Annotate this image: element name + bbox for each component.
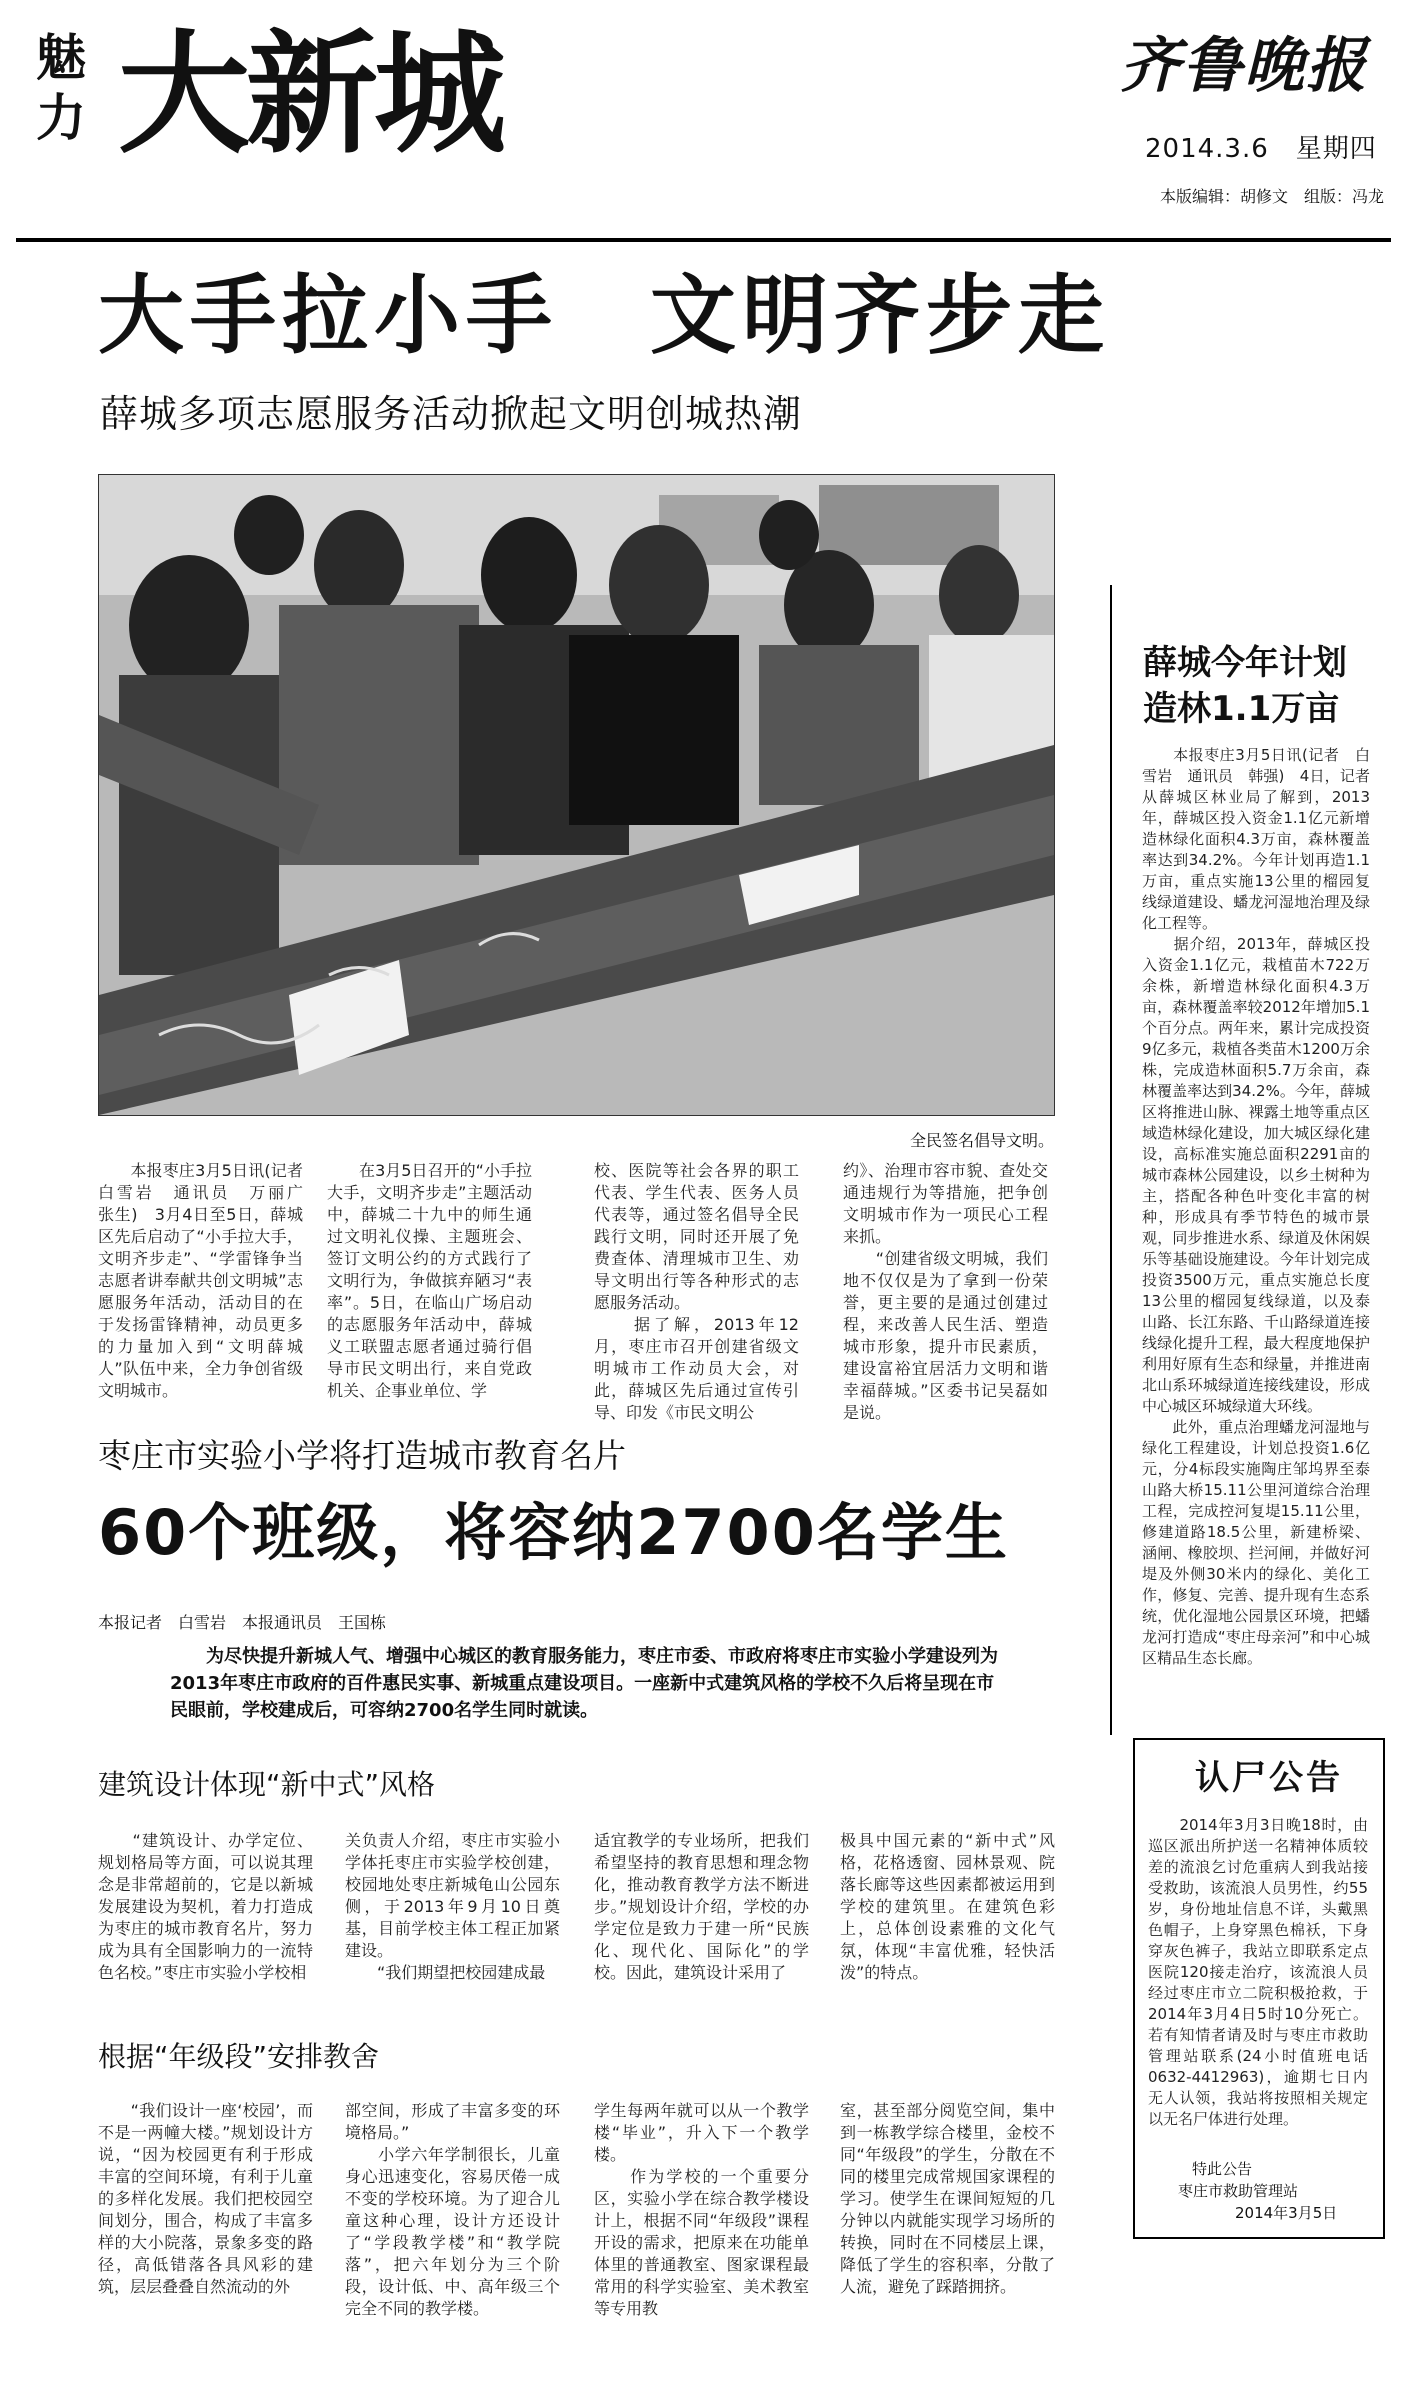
notice-title: 认尸公告: [1195, 1758, 1343, 1798]
school-sec1-col-4: 极具中国元素的“新中式”风格，花格透窗、园林景观、院落长廊等这些因素都被运用到学校的建筑里。在建筑色彩上，总体创设素雅的文化气氛，体现“丰富优雅，轻快活泼”的特点。: [840, 1831, 1055, 1982]
newspaper-name: 齐鲁晚报: [1120, 31, 1368, 101]
notice-sig-line-1: 特此公告: [1192, 2160, 1253, 2178]
main-headline: 大手拉小手 文明齐步走: [98, 266, 1110, 366]
sidebar-title: 薛城今年计划造林1.1万亩: [1143, 643, 1347, 729]
photo-caption: 全民签名倡导文明。: [910, 1131, 1055, 1150]
section-charm-label: 魅力: [36, 28, 86, 147]
sidebar-body: 本报枣庄3月5日讯(记者 白雪岩 通讯员 韩强) 4日，记者从薛城区林业局了解到，2013年，薛城区投入资金1.1亿元新增造林绿化面积4.3万亩，森林覆盖率达到34.2%。今年计划再造1.1万亩，重点实施13公里的榴园复线绿道建设、蟠龙河湿地治理及绿化工程等。 据介绍，2013年，薛城区投入资金1.1亿元，栽植苗木722万余株，新增造林绿化面积4.3万亩，森林覆盖率较2012年增加5.1个百分点。两年来，累计完成投资9亿多元，栽植各类苗木1200万余株，完成造林面积5.7万余亩，森林覆盖率达到34.2%。今年，薛城区将推进山脉、裸露土地等重点区域造林绿化建设，加大城区绿化建设，高标准实施总面积2291亩的城市森林公园建设，以乡土树种为主，搭配各种色叶变化丰富的树种，形成具有季节特色的城市景观，同步推进水系、绿道及休闲娱乐等基础设施建设。今年计划完成投资3500万元，重点实施总长度13公里的榴园复线绿道，以及泰山路、长江东路、千山路绿道连接线绿化提升工程，最大程度地保护利用好原有生态和绿量，并推进南北山系环城绿道连接线建设，形成中心城区环城绿道大环线。 此外，重点治理蟠龙河湿地与绿化工程建设，计划总投资1.6亿元，分4标段实施陶庄邹坞界至泰山路大桥15.11公里河道综合治理工程，完成控河复堤15.11公里，修建道路18.5公里，新建桥梁、涵闸、橡胶坝、拦河闸，并做好河堤及外侧30米内的绿化、美化工作，修复、完善、提升现有生态系统，优化湿地公园景区环境，把蟠龙河打造成“枣庄母亲河”和中心城区精品生态长廊。: [1142, 746, 1370, 1667]
editors-credit: 本版编辑：胡修文 组版：冯龙: [1160, 187, 1385, 206]
main-body-col-1: 本报枣庄3月5日讯(记者 白雪岩 通讯员 万丽广 张生) 3月4日至5日，薛城区先后启动了“小手拉大手，文明齐步走”、“学雷锋争当志愿者讲奉献共创文明城”志愿服务年活动，活动目的在于发扬雷锋精神，动员更多的力量加入到“文明薛城人”队伍中来，全力争创省级文明城市。: [98, 1161, 320, 1400]
notice-sig-line-2: 枣庄市救助管理站: [1178, 2182, 1299, 2200]
main-body-col-3: 校、医院等社会各界的职工代表、学生代表、医务人员代表等，通过签名倡导全民践行文明，同时还开展了免费查体、清理城市卫生、劝导文明出行等各种形式的志愿服务活动。 据了解，2013年12月，枣庄市召开创建省级文明城市工作动员大会，对此，薛城区先后通过宣传引导、印发《市民文明公: [594, 1161, 799, 1422]
main-body-col-4: 约》、治理市容市貌、查处交通违规行为等措施，把争创文明城市作为一项民心工程来抓。 “创建省级文明城，我们地不仅仅是为了拿到一份荣誉，更主要的是通过创建过程，来改善人民生活、塑造城市形象，提升市民素质，建设富裕宜居活力文明和谐幸福薛城。”区委书记吴磊如是说。: [843, 1161, 1048, 1422]
main-body-col-2: 在3月5日召开的“小手拉大手，文明齐步走”主题活动中，薛城二十九中的师生通过文明礼仪操、主题班会、签订文明公约的方式践行了文明行为，争做摈弃陋习“表率”。5日，在临山广场启动的志愿服务年活动中，薛城义工联盟志愿者通过骑行倡导市民文明出行，来自党政机关、企事业单位、学: [327, 1161, 532, 1400]
notice-sig-line-3: 2014年3月5日: [1235, 2204, 1338, 2222]
top-rule: [16, 238, 1391, 242]
school-sec1-col-1: “建筑设计、办学定位、规划格局等方面，可以说其理念是非常超前的，它是以新城发展建设为契机，着力打造成为枣庄的城市教育名片，努力成为具有全国影响力的一流特色名校。”枣庄市实验小学校相: [98, 1831, 313, 1982]
news-photo: [98, 474, 1055, 1116]
school-sec1-col-3: 适宜教学的专业场所，把我们希望坚持的教育思想和理念物化，推动教育教学方法不断进步。”规划设计介绍，学校的办学定位是致力于建一所“民族化、现代化、国际化”的学校。因此，建筑设计采用了: [594, 1831, 809, 1982]
issue-date: 2014.3.6 星期四: [1145, 134, 1377, 164]
main-subhead: 薛城多项志愿服务活动掀起文明创城热潮: [100, 392, 803, 436]
school-headline: 60个班级，将容纳2700名学生: [98, 1496, 1009, 1569]
notice-text: 2014年3月3日晚18时，由巡区派出所护送一名精神体质较差的流浪乞讨危重病人到我站接受救助，该流浪人员男性，约55岁，身份地址信息不详，头戴黑色帽子，上身穿黑色棉袄，下身穿灰色裤子，我站立即联系定点医院120接走治疗，该流浪人员经过枣庄市立二院积极抢救，于2014年3月4日5时10分死亡。若有知情者请及时与枣庄市救助管理站联系(24小时值班电话0632-4412963)，逾期七日内无人认领，我站将按照相关规定以无名尸体进行处理。: [1148, 1816, 1368, 2128]
volunteers-signing-photo: [99, 475, 1054, 1115]
school-sec2-col-3: 学生每两年就可以从一个教学楼“毕业”，升入下一个教学楼。 作为学校的一个重要分区，实验小学在综合教学楼设计上，根据不同“年级段”课程开设的需求，把原来在功能单体里的普通教室、图家课程最常用的科学实验室、美术教室等专用教: [594, 2101, 809, 2318]
school-lead: 为尽快提升新城人气、增强中心城区的教育服务能力，枣庄市委、市政府将枣庄市实验小学建设列为2013年枣庄市政府的百件惠民实事、新城重点建设项目。一座新中式建筑风格的学校不久后将呈现在市民眼前，学校建成后，可容纳2700名学生同时就读。: [170, 1646, 998, 1721]
school-subhead-1: 建筑设计体现“新中式”风格: [98, 1768, 436, 1801]
section-title: 大新城: [118, 18, 502, 172]
school-kicker: 枣庄市实验小学将打造城市教育名片: [98, 1436, 626, 1475]
school-sec1-col-2: 关负责人介绍，枣庄市实验小学体托枣庄市实验学校创建，校园地处枣庄新城龟山公园东侧，于2013年9月10日奠基，目前学校主体工程正加紧建设。 “我们期望把校园建成最: [345, 1831, 560, 1982]
column-divider: [1110, 585, 1112, 1735]
school-sec2-col-2: 部空间，形成了丰富多变的环境格局。” 小学六年学制很长，儿童身心迅速变化，容易厌倦一成不变的学校环境。为了迎合儿童这种心理，设计方还设计了“学段教学楼”和“教学院落”，把六年划分为三个阶段，设计低、中、高年级三个完全不同的教学楼。: [345, 2101, 560, 2318]
school-sec2-col-1: “我们设计一座‘校园’，而不是一两幢大楼。”规划设计方说，“因为校园更有利于形成丰富的空间环境，有利于儿童的多样化发展。我们把校园空间划分，围合，构成了丰富多样的大小院落，景象多变的路径，高低错落各具风彩的建筑，层层叠叠自然流动的外: [98, 2101, 313, 2296]
school-byline: 本报记者 白雪岩 本报通讯员 王国栋: [98, 1613, 387, 1632]
school-sec2-col-4: 室，甚至部分阅览空间，集中到一栋教学综合楼里，金校不同“年级段”的学生，分散在不同的楼里完成常规国家课程的学习。使学生在课间短短的几分钟以内就能实现学习场所的转换，同时在不同楼层上课，降低了学生的容积率，分散了人流，避免了踩踏拥挤。: [840, 2101, 1055, 2296]
school-subhead-2: 根据“年级段”安排教舍: [98, 2040, 380, 2073]
